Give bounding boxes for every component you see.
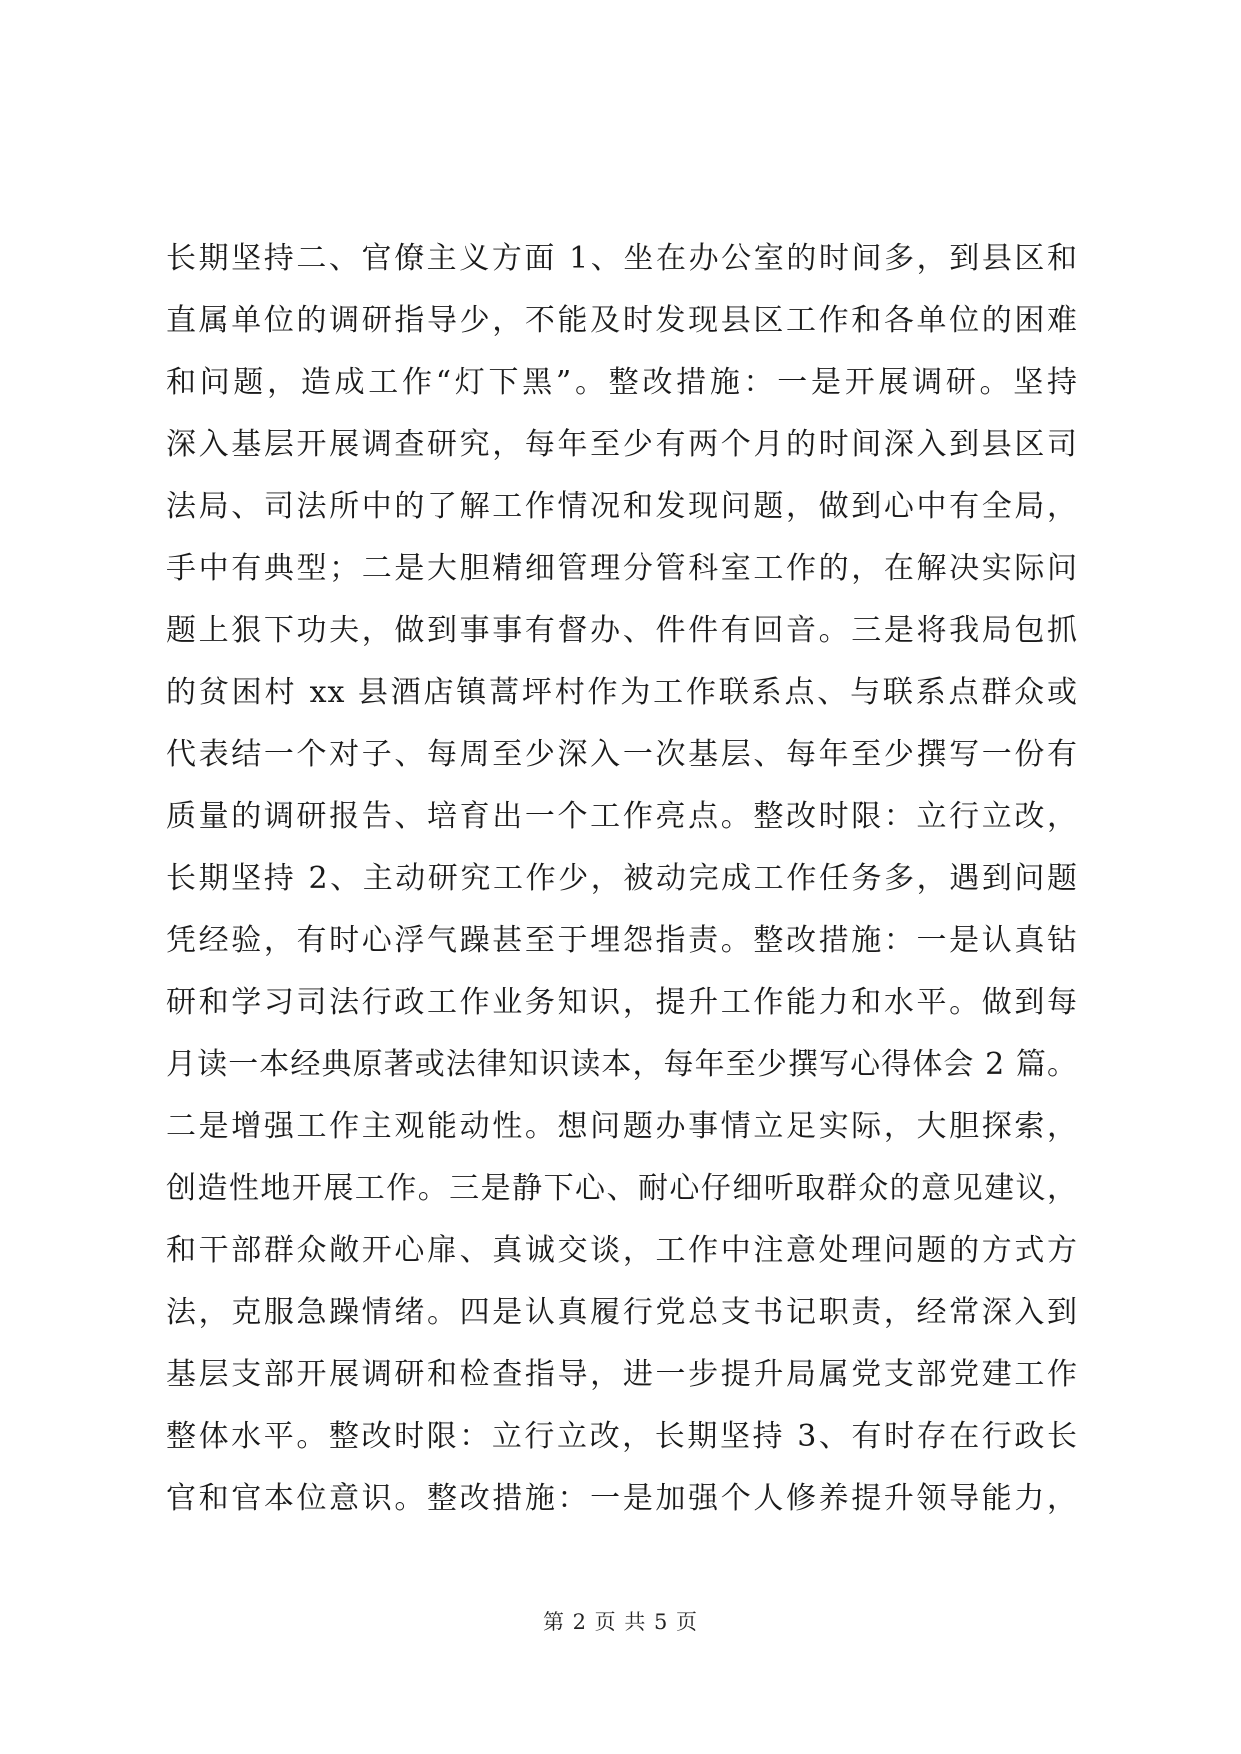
text-line-21: 官和官本位意识。整改措施：一是加强个人修养提升领导能力， — [166, 1481, 1078, 1516]
text-line-11: 长期坚持 2、主动研究工作少，被动完成工作任务多，遇到问题 — [166, 861, 1078, 896]
text-line-1: 长期坚持二、官僚主义方面 1、坐在办公室的时间多，到县区和 — [166, 241, 1078, 276]
text-line-19: 基层支部开展调研和检查指导，进一步提升局属党支部党建工作 — [166, 1357, 1078, 1392]
text-line-3: 和问题，造成工作“灯下黑”。整改措施：一是开展调研。坚持 — [166, 365, 1078, 400]
page-number-footer: 第 2 页 共 5 页 — [542, 1610, 699, 1634]
text-line-20: 整体水平。整改时限：立行立改，长期坚持 3、有时存在行政长 — [166, 1419, 1078, 1454]
text-line-16: 创造性地开展工作。三是静下心、耐心仔细听取群众的意见建议， — [166, 1171, 1078, 1206]
body-text — [166, 228, 1078, 1530]
text-line-13: 研和学习司法行政工作业务知识，提升工作能力和水平。做到每 — [166, 985, 1078, 1020]
text-line-10: 质量的调研报告、培育出一个工作亮点。整改时限：立行立改， — [166, 799, 1078, 834]
text-line-9: 代表结一个对子、每周至少深入一次基层、每年至少撰写一份有 — [166, 737, 1078, 772]
text-line-7: 题上狠下功夫，做到事事有督办、件件有回音。三是将我局包抓 — [166, 613, 1078, 648]
text-line-8: 的贫困村 xx 县酒店镇蒿坪村作为工作联系点、与联系点群众或 — [166, 675, 1078, 710]
text-line-14: 月读一本经典原著或法律知识读本，每年至少撰写心得体会 2 篇。 — [166, 1047, 1078, 1082]
text-line-15: 二是增强工作主观能动性。想问题办事情立足实际，大胆探索， — [166, 1109, 1078, 1144]
text-line-4: 深入基层开展调查研究，每年至少有两个月的时间深入到县区司 — [166, 427, 1078, 462]
text-line-5: 法局、司法所中的了解工作情况和发现问题，做到心中有全局， — [166, 489, 1078, 524]
text-line-17: 和干部群众敞开心扉、真诚交谈，工作中注意处理问题的方式方 — [166, 1233, 1078, 1268]
text-line-18: 法，克服急躁情绪。四是认真履行党总支书记职责，经常深入到 — [166, 1295, 1078, 1330]
text-line-2: 直属单位的调研指导少，不能及时发现县区工作和各单位的困难 — [166, 303, 1078, 338]
text-line-12: 凭经验，有时心浮气躁甚至于埋怨指责。整改措施：一是认真钻 — [166, 923, 1078, 958]
text-line-6: 手中有典型；二是大胆精细管理分管科室工作的，在解决实际问 — [166, 551, 1078, 586]
